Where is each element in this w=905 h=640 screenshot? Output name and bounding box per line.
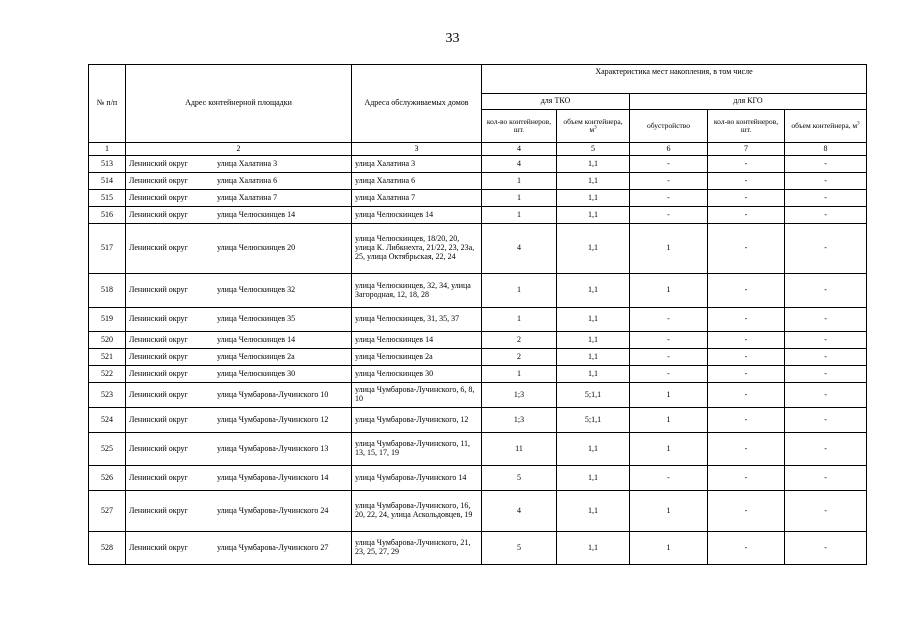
row-address [126, 491, 352, 532]
row-kgo-equipment: 1 [630, 383, 708, 408]
row-served-houses: улица Челюскинцев, 31, 35, 37 [352, 308, 482, 332]
row-num: 515 [89, 190, 126, 207]
header-address: Адрес контейнерной площадки [126, 65, 352, 143]
header-kgo-count: кол-во контейнеров, шт. [708, 110, 785, 143]
row-kgo-volume: - [785, 466, 867, 491]
row-street: улица Челюскинцев 14 [217, 334, 296, 344]
row-street: улица Челюскинцев 14 [217, 209, 296, 219]
row-address [126, 224, 352, 274]
column-number: 3 [352, 143, 482, 156]
row-tko-count: 5 [482, 532, 557, 565]
row-kgo-volume: - [785, 433, 867, 466]
row-address [126, 190, 352, 207]
row-served-houses: улица Челюскинцев 30 [352, 366, 482, 383]
row-tko-volume: 1,1 [557, 532, 630, 565]
table-row [89, 491, 867, 532]
row-kgo-equipment: 1 [630, 274, 708, 308]
table-row [89, 332, 867, 349]
row-street: улица Чумбарова-Лучинского 24 [217, 505, 329, 515]
row-kgo-count: - [708, 332, 785, 349]
row-tko-count: 1;3 [482, 408, 557, 433]
row-tko-volume: 1,1 [557, 491, 630, 532]
row-kgo-volume: - [785, 156, 867, 173]
column-number: 2 [126, 143, 352, 156]
row-num: 523 [89, 383, 126, 408]
row-kgo-equipment: 1 [630, 532, 708, 565]
row-tko-count: 1;3 [482, 383, 557, 408]
row-district: Ленинский округ [129, 351, 188, 361]
row-tko-volume: 1,1 [557, 366, 630, 383]
column-number: 4 [482, 143, 557, 156]
row-served-houses: улица Халатина 3 [352, 156, 482, 173]
row-kgo-count: - [708, 173, 785, 190]
row-district: Ленинский округ [129, 368, 188, 378]
row-kgo-volume: - [785, 274, 867, 308]
row-num: 518 [89, 274, 126, 308]
row-tko-count: 4 [482, 156, 557, 173]
row-served-houses: улица Чумбарова-Лучинского, 11, 13, 15, 17, 19 [352, 433, 482, 466]
row-kgo-equipment: 1 [630, 491, 708, 532]
row-kgo-count: - [708, 190, 785, 207]
table-body [89, 156, 867, 565]
row-district: Ленинский округ [129, 414, 188, 424]
row-served-houses: улица Чумбарова-Лучинского, 12 [352, 408, 482, 433]
header-served-houses: Адреса обслуживаемых домов [352, 65, 482, 143]
row-kgo-equipment: - [630, 366, 708, 383]
row-num: 516 [89, 207, 126, 224]
row-num: 514 [89, 173, 126, 190]
table-row [89, 383, 867, 408]
row-tko-volume: 1,1 [557, 349, 630, 366]
row-tko-volume: 1,1 [557, 466, 630, 491]
column-number: 1 [89, 143, 126, 156]
row-street: улица Челюскинцев 35 [217, 314, 296, 324]
row-tko-count: 2 [482, 349, 557, 366]
row-tko-count: 4 [482, 491, 557, 532]
row-district: Ленинский округ [129, 472, 188, 482]
row-address [126, 156, 352, 173]
row-kgo-equipment: 1 [630, 433, 708, 466]
row-kgo-volume: - [785, 491, 867, 532]
column-number-row [89, 143, 867, 156]
header-kgo-volume: объем контейнера, $м^3$ [785, 110, 867, 143]
row-street: улица Чумбарова-Лучинского 10 [217, 389, 329, 399]
row-address [126, 207, 352, 224]
row-address [126, 532, 352, 565]
row-tko-count: 2 [482, 332, 557, 349]
row-kgo-equipment: - [630, 207, 708, 224]
row-district: Ленинский округ [129, 389, 188, 399]
row-tko-volume: 1,1 [557, 156, 630, 173]
header-num: № п/п [89, 65, 126, 143]
row-kgo-count: - [708, 156, 785, 173]
row-kgo-count: - [708, 224, 785, 274]
row-kgo-volume: - [785, 349, 867, 366]
table-row [89, 532, 867, 565]
table-row [89, 224, 867, 274]
column-number: 5 [557, 143, 630, 156]
table-row [89, 173, 867, 190]
table-row [89, 366, 867, 383]
row-tko-volume: 1,1 [557, 274, 630, 308]
table-row [89, 156, 867, 173]
row-district: Ленинский округ [129, 285, 188, 295]
row-tko-volume: 1,1 [557, 207, 630, 224]
row-num: 520 [89, 332, 126, 349]
row-kgo-volume: - [785, 173, 867, 190]
row-address [126, 433, 352, 466]
row-tko-volume: 5;1,1 [557, 408, 630, 433]
row-kgo-volume: - [785, 190, 867, 207]
row-kgo-equipment: - [630, 349, 708, 366]
row-num: 524 [89, 408, 126, 433]
row-address [126, 466, 352, 491]
row-district: Ленинский округ [129, 443, 188, 453]
row-kgo-count: - [708, 408, 785, 433]
header-group-tko: для ТКО [482, 94, 630, 110]
row-kgo-equipment: - [630, 156, 708, 173]
row-kgo-equipment: - [630, 466, 708, 491]
row-kgo-volume: - [785, 207, 867, 224]
row-district: Ленинский округ [129, 209, 188, 219]
row-tko-count: 1 [482, 274, 557, 308]
header-kgo-equipment: обустройство [630, 110, 708, 143]
header-row-top [89, 65, 867, 94]
row-kgo-count: - [708, 349, 785, 366]
row-kgo-equipment: 1 [630, 408, 708, 433]
row-tko-count: 1 [482, 190, 557, 207]
column-number: 6 [630, 143, 708, 156]
row-kgo-equipment: 1 [630, 224, 708, 274]
row-served-houses: улица Халатина 6 [352, 173, 482, 190]
table-row [89, 466, 867, 491]
table-row [89, 190, 867, 207]
row-served-houses: улица Челюскинцев 14 [352, 332, 482, 349]
column-number: 7 [708, 143, 785, 156]
row-street: улица Чумбарова-Лучинского 13 [217, 443, 329, 453]
container-sites-table [88, 64, 867, 565]
row-kgo-volume: - [785, 366, 867, 383]
row-tko-volume: 1,1 [557, 173, 630, 190]
header-group-kgo: для КГО [630, 94, 867, 110]
row-served-houses: улица Челюскинцев, 18/20, 20, улица К. Либкнехта, 21/22, 23, 23а, 25, улица Октябрьская, 22, 24 [352, 224, 482, 274]
row-district: Ленинский округ [129, 192, 188, 202]
header-tko-count: кол-во контейнеров, шт. [482, 110, 557, 143]
row-tko-volume: 1,1 [557, 190, 630, 207]
header-tko-volume: объем контейнера, $м^3$ [557, 110, 630, 143]
row-tko-volume: 1,1 [557, 433, 630, 466]
row-num: 519 [89, 308, 126, 332]
row-num: 513 [89, 156, 126, 173]
row-served-houses: улица Челюскинцев 2а [352, 349, 482, 366]
row-kgo-volume: - [785, 308, 867, 332]
row-kgo-count: - [708, 466, 785, 491]
row-num: 525 [89, 433, 126, 466]
row-tko-volume: 1,1 [557, 224, 630, 274]
row-street: улица Челюскинцев 30 [217, 368, 296, 378]
row-district: Ленинский округ [129, 314, 188, 324]
table-row [89, 308, 867, 332]
row-kgo-volume: - [785, 224, 867, 274]
row-served-houses: улица Халатина 7 [352, 190, 482, 207]
row-num: 522 [89, 366, 126, 383]
row-kgo-volume: - [785, 332, 867, 349]
row-kgo-equipment: - [630, 190, 708, 207]
row-street: улица Челюскинцев 2а [217, 351, 295, 361]
row-kgo-count: - [708, 308, 785, 332]
row-num: 517 [89, 224, 126, 274]
row-street: улица Халатина 7 [217, 192, 278, 202]
row-kgo-volume: - [785, 532, 867, 565]
row-served-houses: улица Чумбарова-Лучинского 14 [352, 466, 482, 491]
row-kgo-count: - [708, 383, 785, 408]
row-tko-count: 4 [482, 224, 557, 274]
row-district: Ленинский округ [129, 542, 188, 552]
row-tko-count: 1 [482, 308, 557, 332]
table-row [89, 207, 867, 224]
table-row [89, 349, 867, 366]
row-tko-volume: 5;1,1 [557, 383, 630, 408]
header-characteristics: Характеристика мест накопления, в том числе [482, 65, 867, 94]
row-address [126, 332, 352, 349]
row-address [126, 308, 352, 332]
row-num: 526 [89, 466, 126, 491]
row-address [126, 408, 352, 433]
row-address [126, 383, 352, 408]
row-kgo-equipment: - [630, 308, 708, 332]
row-street: улица Халатина 6 [217, 175, 278, 185]
row-kgo-volume: - [785, 383, 867, 408]
row-address [126, 366, 352, 383]
row-district: Ленинский округ [129, 158, 188, 168]
column-number: 8 [785, 143, 867, 156]
row-address [126, 274, 352, 308]
row-district: Ленинский округ [129, 505, 188, 515]
row-tko-count: 1 [482, 366, 557, 383]
row-district: Ленинский округ [129, 334, 188, 344]
row-tko-count: 1 [482, 173, 557, 190]
row-district: Ленинский округ [129, 175, 188, 185]
row-kgo-count: - [708, 532, 785, 565]
row-kgo-count: - [708, 491, 785, 532]
row-address [126, 173, 352, 190]
row-tko-count: 1 [482, 207, 557, 224]
row-served-houses: улица Чумбарова-Лучинского, 6, 8, 10 [352, 383, 482, 408]
row-served-houses: улица Челюскинцев, 32, 34, улица Загородная, 12, 18, 28 [352, 274, 482, 308]
row-street: улица Чумбарова-Лучинского 12 [217, 414, 329, 424]
row-street: улица Чумбарова-Лучинского 27 [217, 542, 329, 552]
row-district: Ленинский округ [129, 243, 188, 253]
row-tko-count: 5 [482, 466, 557, 491]
table-row [89, 433, 867, 466]
row-kgo-volume: - [785, 408, 867, 433]
row-num: 528 [89, 532, 126, 565]
row-street: улица Чумбарова-Лучинского 14 [217, 472, 329, 482]
row-street: улица Халатина 3 [217, 158, 278, 168]
row-num: 527 [89, 491, 126, 532]
row-served-houses: улица Чумбарова-Лучинского, 21, 23, 25, 27, 29 [352, 532, 482, 565]
row-kgo-count: - [708, 274, 785, 308]
row-served-houses: улица Челюскинцев 14 [352, 207, 482, 224]
row-street: улица Челюскинцев 20 [217, 243, 296, 253]
row-tko-volume: 1,1 [557, 332, 630, 349]
row-street: улица Челюскинцев 32 [217, 285, 296, 295]
row-kgo-equipment: - [630, 173, 708, 190]
row-num: 521 [89, 349, 126, 366]
row-kgo-count: - [708, 433, 785, 466]
page-number: 33 [445, 31, 460, 46]
row-address [126, 349, 352, 366]
row-kgo-count: - [708, 207, 785, 224]
table-row [89, 274, 867, 308]
row-served-houses: улица Чумбарова-Лучинского, 16, 20, 22, 24, улица Аскольдовцев, 19 [352, 491, 482, 532]
row-tko-count: 11 [482, 433, 557, 466]
row-kgo-equipment: - [630, 332, 708, 349]
row-kgo-count: - [708, 366, 785, 383]
row-tko-volume: 1,1 [557, 308, 630, 332]
table-row [89, 408, 867, 433]
